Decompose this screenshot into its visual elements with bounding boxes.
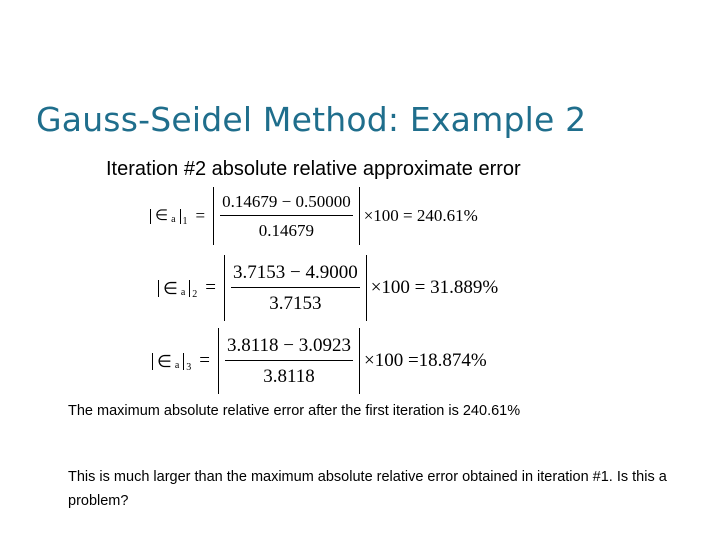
numerator: 3.7153 − 4.9000 <box>231 262 360 288</box>
fraction <box>225 335 353 388</box>
abs-bars <box>152 353 184 370</box>
index-subscript: 2 <box>192 288 198 300</box>
abs-error-term <box>150 207 188 227</box>
result-text: ×100 = 240.61% <box>363 206 478 225</box>
subscript-a: a <box>174 359 180 371</box>
equals-sign: = <box>195 206 206 225</box>
index-subscript: 1 <box>182 215 188 227</box>
denominator: 3.7153 <box>269 292 322 314</box>
comparison-question: This is much larger than the maximum absolute relative error obtained in iteration #1. Is this a problem? <box>68 469 667 509</box>
max-error-statement: The maximum absolute relative error after the first iteration is 240.61% <box>68 403 521 419</box>
error-equation-1 <box>150 187 478 245</box>
equals-sign: = <box>205 277 216 298</box>
result-text: ×100 = 31.889% <box>370 277 499 298</box>
error-equation-2 <box>158 255 498 321</box>
index-subscript: 3 <box>186 361 192 373</box>
abs-error-term <box>158 278 198 300</box>
abs-fraction <box>213 187 360 245</box>
slide-subtitle: Iteration #2 absolute relative approximate error <box>106 158 521 180</box>
numerator: 3.8118 − 3.0923 <box>225 335 353 361</box>
subscript-a: a <box>180 286 186 298</box>
numerator: 0.14679 − 0.50000 <box>220 192 353 216</box>
result-text: ×100 =18.874% <box>364 350 487 371</box>
abs-fraction <box>224 255 367 321</box>
fraction <box>220 192 353 240</box>
denominator: 3.8118 <box>263 365 315 387</box>
equals-sign: = <box>199 350 210 371</box>
abs-fraction <box>218 328 360 394</box>
epsilon-symbol: ∈ <box>157 351 172 371</box>
denominator: 0.14679 <box>258 220 315 240</box>
epsilon-symbol: ∈ <box>155 207 169 224</box>
abs-bars <box>158 280 190 297</box>
slide-title: Gauss-Seidel Method: Example 2 <box>36 100 587 139</box>
error-equation-3 <box>152 328 487 394</box>
epsilon-symbol: ∈ <box>163 278 178 298</box>
abs-bars <box>150 209 181 224</box>
abs-error-term <box>152 351 192 373</box>
fraction <box>231 262 360 315</box>
subscript-a: a <box>171 213 176 225</box>
